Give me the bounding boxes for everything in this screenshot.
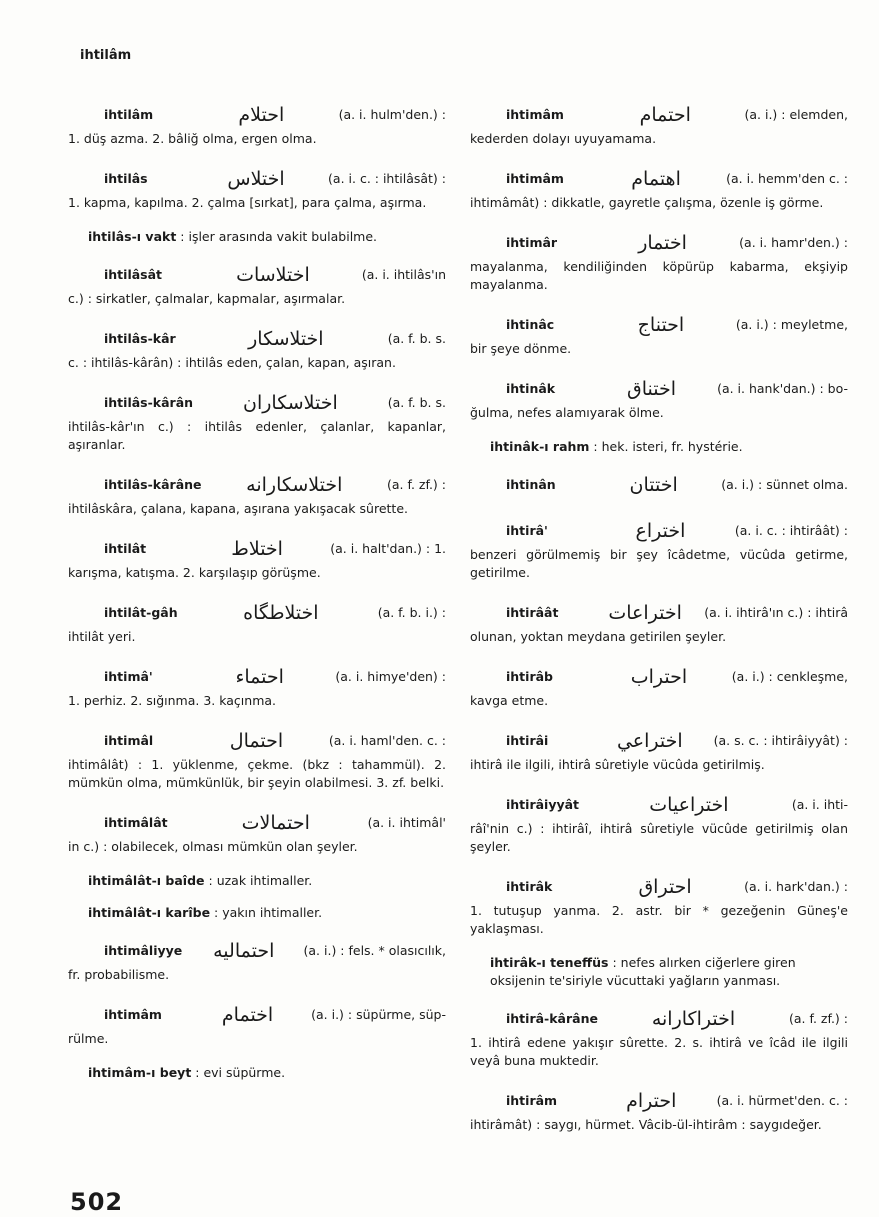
dictionary-entry bbox=[68, 100, 446, 148]
headword: ihtimâlât bbox=[104, 815, 168, 830]
definition: kederden dolayı uyuyamama. bbox=[470, 131, 657, 146]
grammar-note: (a. i. hürmet'den. c. : bbox=[716, 1093, 848, 1108]
entry-headline bbox=[470, 726, 848, 756]
entry-headline bbox=[68, 598, 446, 628]
headword: ihtilât bbox=[104, 541, 147, 556]
entry-headline bbox=[68, 324, 446, 354]
definition: kavga etme. bbox=[470, 693, 549, 708]
definition: karışma, katışma. 2. karşılaşıp görüşme. bbox=[68, 565, 321, 580]
entry-headline bbox=[68, 808, 446, 838]
sub-headword: ihtimâlât-ı baîde bbox=[88, 873, 205, 888]
entry-headline bbox=[68, 388, 446, 418]
entry-headline bbox=[470, 100, 848, 130]
arabic-script: احتمالات bbox=[241, 812, 310, 834]
arabic-script: اختراعات bbox=[608, 602, 682, 624]
grammar-note: (a. i.) : süpürme, süp- bbox=[311, 1007, 446, 1022]
dictionary-entry bbox=[470, 1004, 848, 1070]
headword: ihtinâc bbox=[506, 317, 555, 332]
dictionary-entry bbox=[470, 662, 848, 710]
entry-headline bbox=[470, 872, 848, 902]
dictionary-entry bbox=[470, 598, 848, 646]
arabic-script: اختراعيات bbox=[649, 794, 729, 816]
arabic-script: اختمار bbox=[638, 232, 687, 254]
definition: ğulma, nefes alamıyarak ölme. bbox=[470, 405, 664, 420]
grammar-note: (a. i. himye'den) : bbox=[335, 669, 446, 684]
arabic-script: اختراعي bbox=[616, 730, 683, 752]
arabic-script: احتناج bbox=[637, 314, 685, 336]
arabic-script: احتراب bbox=[630, 666, 688, 688]
grammar-note: (a. i. ihtimâl' bbox=[367, 815, 446, 830]
dictionary-entry bbox=[68, 164, 446, 212]
grammar-note: (a. i. hemm'den c. : bbox=[726, 171, 848, 186]
sub-definition: : hek. isteri, fr. hystérie. bbox=[589, 439, 743, 454]
definition: 1. tutuşup yanma. 2. astr. bir * gezeğenin Güneş'e yaklaşması. bbox=[470, 903, 848, 936]
entry-headline bbox=[68, 100, 446, 130]
definition: 1. ihtirâ edene yakışır sûrette. 2. s. ihtirâ ve îcâd ile ilgili veyâ buna muktedir. bbox=[470, 1035, 848, 1068]
dictionary-entry bbox=[470, 726, 848, 774]
sub-definition: : yakın ihtimaller. bbox=[210, 905, 323, 920]
sub-definition: : nefes alırken ciğerlere giren oksijenin te'siriyle vücuttaki yağların yanması. bbox=[490, 955, 796, 988]
grammar-note: (a. i. halt'dan.) : 1. bbox=[330, 541, 446, 556]
arabic-script: احتماء bbox=[235, 666, 284, 688]
left-column bbox=[68, 100, 446, 1096]
definition: c. : ihtilâs-kârân) : ihtilâs eden, çalan, kapan, aşıran. bbox=[68, 355, 396, 370]
entry-headline bbox=[470, 1086, 848, 1116]
grammar-note: (a. i. c. : ihtirâât) : bbox=[734, 523, 848, 538]
headword: ihtirâk bbox=[506, 879, 553, 894]
sub-definition: : uzak ihtimaller. bbox=[204, 873, 313, 888]
definition: 1. kapma, kapılma. 2. çalma [sırkat], para çalma, aşırma. bbox=[68, 195, 427, 210]
entry-headline bbox=[68, 260, 446, 290]
entry-headline bbox=[68, 726, 446, 756]
grammar-note: (a. i.) : cenkleşme, bbox=[731, 669, 848, 684]
dictionary-entry bbox=[470, 1086, 848, 1134]
sub-headword: ihtimâlât-ı karîbe bbox=[88, 905, 211, 920]
headword: ihtilât-gâh bbox=[104, 605, 178, 620]
sub-entry bbox=[470, 954, 848, 990]
arabic-script: احتمال bbox=[229, 730, 284, 752]
grammar-note: (a. f. b. s. bbox=[387, 395, 446, 410]
entry-headline bbox=[68, 164, 446, 194]
dictionary-entry bbox=[68, 808, 446, 856]
sub-headword: ihtilâs-ı vakt bbox=[88, 229, 177, 244]
arabic-script: احترام bbox=[626, 1090, 677, 1112]
sub-entry bbox=[68, 904, 446, 922]
headword: ihtilâs-kârân bbox=[104, 395, 194, 410]
sub-definition: : evi süpürme. bbox=[191, 1065, 286, 1080]
right-column bbox=[470, 100, 848, 1150]
dictionary-entry bbox=[68, 936, 446, 984]
arabic-script: اختلاس bbox=[227, 168, 285, 190]
grammar-note: (a. i. ihti- bbox=[791, 797, 848, 812]
definition: rülme. bbox=[68, 1031, 109, 1046]
entry-headline bbox=[470, 310, 848, 340]
definition: ihtirâmât) : saygı, hürmet. Vâcib-ül-ihtirâm : saygıdeğer. bbox=[470, 1117, 822, 1132]
grammar-note: (a. i.) : elemden, bbox=[744, 107, 848, 122]
grammar-note: (a. f. zf.) : bbox=[788, 1011, 848, 1026]
definition: ihtimâlât) : 1. yüklenme, çekme. (bkz : tahammül). 2. mümkün olma, mümkünlük, bir şeyin olabilmesi. 3. zf. belki. bbox=[68, 757, 446, 790]
definition: 1. düş azma. 2. bâliğ olma, ergen olma. bbox=[68, 131, 317, 146]
definition: ihtirâ ile ilgili, ihtirâ sûretiyle vücûda getirilmiş. bbox=[470, 757, 765, 772]
grammar-note: (a. s. c. : ihtirâiyyât) : bbox=[713, 733, 848, 748]
dictionary-entry bbox=[470, 470, 848, 500]
headword: ihtimâm bbox=[506, 171, 564, 186]
grammar-note: (a. i. hamr'den.) : bbox=[739, 235, 848, 250]
grammar-note: (a. i. hank'dan.) : bo- bbox=[717, 381, 848, 396]
entry-headline bbox=[68, 662, 446, 692]
dictionary-entry bbox=[470, 872, 848, 938]
definition: ihtilâs-kâr'ın c.) : ihtilâs edenler, çalanlar, kapanlar, aşıranlar. bbox=[68, 419, 446, 452]
definition: ihtilâskâra, çalana, kapana, aşırana yakışacak sûrette. bbox=[68, 501, 408, 516]
arabic-script: احتلام bbox=[238, 104, 285, 126]
headword: ihtimâl bbox=[104, 733, 154, 748]
arabic-script: اختتان bbox=[629, 474, 678, 496]
arabic-script: اختلاسات bbox=[236, 264, 310, 286]
headword: ihtirâ-kârâne bbox=[506, 1011, 598, 1026]
grammar-note: (a. i. c. : ihtilâsât) : bbox=[328, 171, 446, 186]
definition: 1. perhiz. 2. sığınma. 3. kaçınma. bbox=[68, 693, 277, 708]
definition: in c.) : olabilecek, olması mümkün olan şeyler. bbox=[68, 839, 358, 854]
definition: c.) : sirkatler, çalmalar, kapmalar, aşırmalar. bbox=[68, 291, 346, 306]
headword: ihtimâm bbox=[104, 1007, 162, 1022]
grammar-note: (a. i.) : sünnet olma. bbox=[721, 477, 848, 492]
arabic-script: احتماليه bbox=[213, 940, 275, 962]
grammar-note: (a. i.) : fels. * olasıcılık, bbox=[303, 943, 446, 958]
headword: ihtilâm bbox=[104, 107, 154, 122]
entry-headline bbox=[470, 516, 848, 546]
arabic-script: احتراق bbox=[638, 876, 692, 898]
arabic-script: اختلاطگاه bbox=[243, 602, 319, 624]
headword: ihtinâk bbox=[506, 381, 556, 396]
grammar-note: (a. f. b. i.) : bbox=[377, 605, 446, 620]
arabic-script: اختراع bbox=[635, 520, 686, 542]
definition: olunan, yoktan meydana getirilen şeyler. bbox=[470, 629, 727, 644]
arabic-script: اختلاط bbox=[231, 538, 283, 560]
headword: ihtilâsât bbox=[104, 267, 163, 282]
dictionary-entry bbox=[470, 310, 848, 358]
headword: ihtimâr bbox=[506, 235, 558, 250]
sub-entry bbox=[68, 228, 446, 246]
dictionary-entry bbox=[68, 534, 446, 582]
definition: ihtilât yeri. bbox=[68, 629, 136, 644]
headword: ihtirâb bbox=[506, 669, 553, 684]
sub-headword: ihtirâk-ı teneffüs bbox=[490, 955, 609, 970]
arabic-script: احتمام bbox=[639, 104, 691, 126]
grammar-note: (a. i. hulm'den.) : bbox=[338, 107, 446, 122]
grammar-note: (a. i. haml'den. c. : bbox=[328, 733, 446, 748]
grammar-note: (a. f. b. s. bbox=[387, 331, 446, 346]
definition: mayalanma, kendiliğinden köpürüp kabarma, ekşiyip mayalanma. bbox=[470, 259, 848, 292]
headword: ihtirâm bbox=[506, 1093, 558, 1108]
headword: ihtilâs bbox=[104, 171, 148, 186]
definition: fr. probabilisme. bbox=[68, 967, 170, 982]
entry-headline bbox=[470, 374, 848, 404]
dictionary-entry bbox=[68, 260, 446, 308]
headword: ihtinân bbox=[506, 477, 556, 492]
arabic-script: اختناق bbox=[627, 378, 677, 400]
grammar-note: (a. i. hark'dan.) : bbox=[744, 879, 848, 894]
running-head: ihtilâm bbox=[80, 48, 132, 63]
sub-headword: ihtimâm-ı beyt bbox=[88, 1065, 192, 1080]
definition: ihtimâmât) : dikkatle, gayretle çalışma, özenle iş görme. bbox=[470, 195, 824, 210]
arabic-script: اهتمام bbox=[631, 168, 681, 190]
headword: ihtimâ' bbox=[104, 669, 153, 684]
grammar-note: (a. i. ihtirâ'ın c.) : ihtirâ bbox=[704, 605, 848, 620]
dictionary-entry bbox=[68, 388, 446, 454]
sub-entry bbox=[68, 872, 446, 890]
entry-headline bbox=[470, 790, 848, 820]
dictionary-entry bbox=[470, 164, 848, 212]
headword: ihtimâm bbox=[506, 107, 564, 122]
dictionary-entry bbox=[68, 470, 446, 518]
dictionary-entry bbox=[470, 790, 848, 856]
headword: ihtirâiyyât bbox=[506, 797, 580, 812]
headword: ihtirâ' bbox=[506, 523, 548, 538]
page-number: 502 bbox=[70, 1188, 124, 1216]
arabic-script: اختلاسكار bbox=[248, 328, 324, 350]
entry-headline bbox=[470, 598, 848, 628]
grammar-note: (a. i. ihtilâs'ın bbox=[361, 267, 446, 282]
entry-headline bbox=[470, 470, 848, 500]
dictionary-entry bbox=[68, 598, 446, 646]
headword: ihtirâât bbox=[506, 605, 559, 620]
entry-headline bbox=[470, 662, 848, 692]
sub-headword: ihtinâk-ı rahm bbox=[490, 439, 590, 454]
dictionary-entry bbox=[470, 374, 848, 422]
arabic-script: اختراكارانه bbox=[651, 1008, 736, 1030]
entry-headline bbox=[68, 534, 446, 564]
definition: bir şeye dönme. bbox=[470, 341, 572, 356]
dictionary-entry bbox=[470, 228, 848, 294]
sub-definition: : işler arasında vakit bulabilme. bbox=[176, 229, 378, 244]
headword: ihtilâs-kârâne bbox=[104, 477, 202, 492]
entry-headline bbox=[470, 1004, 848, 1034]
sub-entry bbox=[68, 1064, 446, 1082]
entry-headline bbox=[470, 164, 848, 194]
dictionary-entry bbox=[470, 516, 848, 582]
grammar-note: (a. f. zf.) : bbox=[386, 477, 446, 492]
entry-headline bbox=[68, 470, 446, 500]
headword: ihtimâliyye bbox=[104, 943, 183, 958]
arabic-script: اختلاسكارانه bbox=[246, 474, 343, 496]
dictionary-entry bbox=[68, 1000, 446, 1048]
headword: ihtirâi bbox=[506, 733, 549, 748]
sub-entry bbox=[470, 438, 848, 456]
headword: ihtilâs-kâr bbox=[104, 331, 176, 346]
dictionary-entry bbox=[68, 324, 446, 372]
arabic-script: اختلاسكاران bbox=[243, 392, 338, 414]
definition: benzeri görülmemiş bir şey îcâdetme, vücûda getirme, getirilme. bbox=[470, 547, 848, 580]
entry-headline bbox=[68, 1000, 446, 1030]
dictionary-entry bbox=[68, 662, 446, 710]
dictionary-entry bbox=[68, 726, 446, 792]
entry-headline bbox=[68, 936, 446, 966]
entry-headline bbox=[470, 228, 848, 258]
arabic-script: اختمام bbox=[221, 1004, 274, 1026]
definition: râî'nin c.) : ihtirâî, ihtirâ sûretiyle vücûde getirilmiş olan şeyler. bbox=[470, 821, 848, 854]
grammar-note: (a. i.) : meyletme, bbox=[735, 317, 848, 332]
dictionary-entry bbox=[470, 100, 848, 148]
